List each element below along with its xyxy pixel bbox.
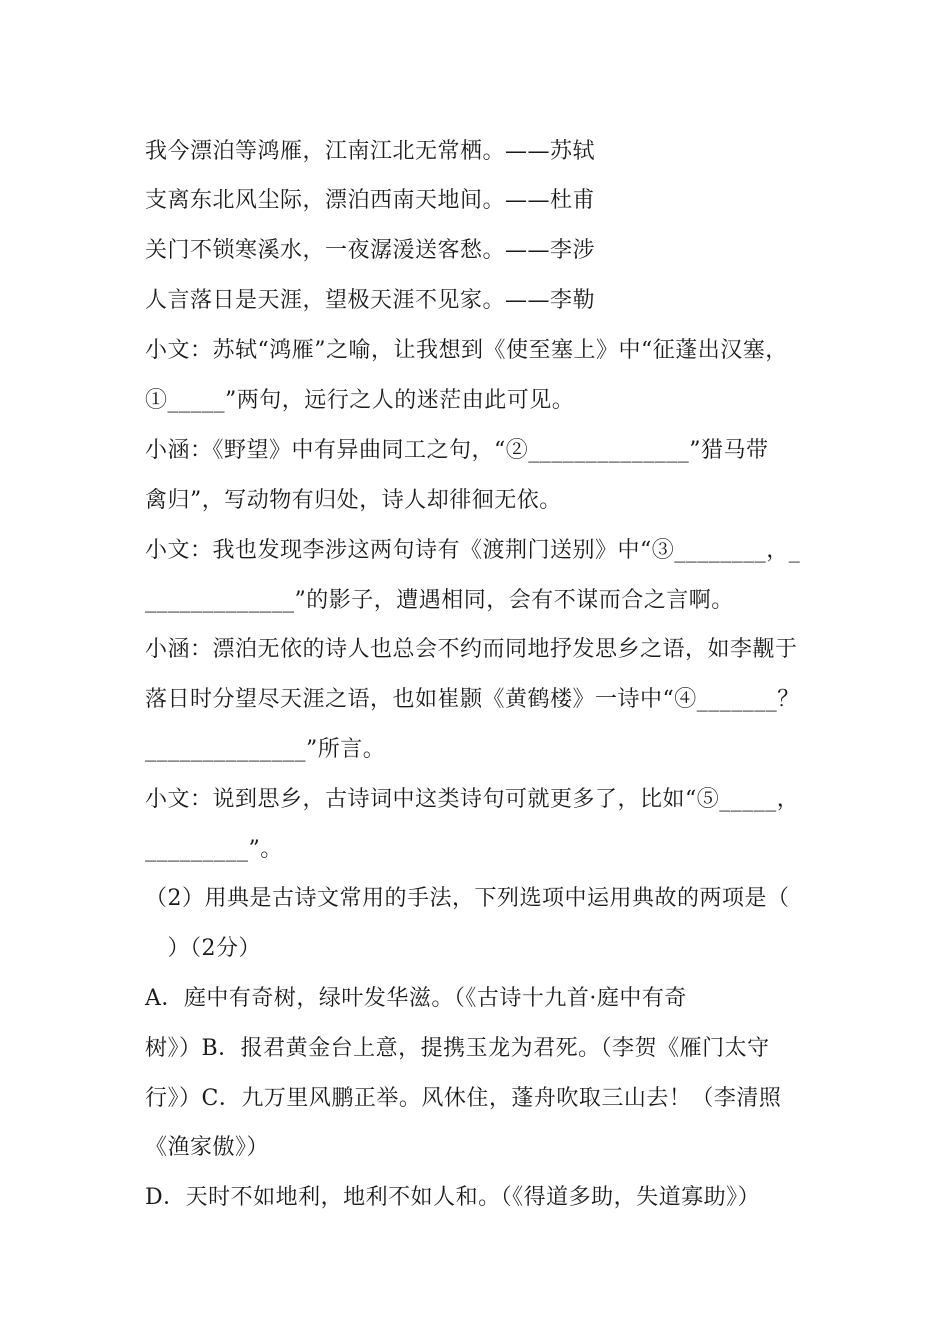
poem-line: 关门不锁寒溪水，一夜潺湲送客愁。——李涉 (145, 238, 596, 263)
dialogue-line: ______________”所言。 (145, 737, 386, 762)
option-line: 树》）B．报君黄金台上意，提携玉龙为君死。（李贺《雁门太守 (145, 1036, 770, 1061)
dialogue-line: 小涵：《野望》中有异曲同工之句，“②______________”猎马带 (145, 438, 769, 463)
dialogue-line: 小文：说到思乡，古诗词中这类诗句可就更多了，比如“⑤_____， (145, 787, 800, 812)
dialogue-line: 落日时分望尽天涯之语，也如崔颢《黄鹤楼》一诗中“④_______？ (145, 687, 800, 712)
dialogue-line: _____________”的影子，遭遇相同，会有不谋而合之言啊。 (145, 588, 734, 613)
dialogue-line: 小涵：漂泊无依的诗人也总会不约而同地抒发思乡之语，如李觏于 (145, 637, 798, 662)
question-stem: （2）用典是古诗文常用的手法，下列选项中运用典故的两项是（ (145, 886, 790, 911)
dialogue-line: 禽归”，写动物有归处，诗人却徘徊无依。 (145, 488, 562, 513)
dialogue-line: _________”。 (145, 837, 283, 862)
poem-line: 我今漂泊等鸿雁，江南江北无常栖。——苏轼 (145, 139, 596, 164)
poem-line: 支离东北风尘际，漂泊西南天地间。——杜甫 (145, 188, 596, 213)
dialogue-line: 小文：我也发现李涉这两句诗有《渡荆门送别》中“③________，_ (145, 538, 801, 563)
dialogue-line: 小文：苏轼“鸿雁”之喻，让我想到《使至塞上》中“征蓬出汉塞， (145, 338, 788, 363)
dialogue-line: ①_____”两句，远行之人的迷茫由此可见。 (145, 388, 575, 413)
option-line: 行》）C．九万里风鹏正举。风休住，蓬舟吹取三山去！（李清照 (145, 1086, 782, 1111)
question-stem-cont: ）（2分） (145, 936, 261, 961)
poem-line: 人言落日是天涯，望极天涯不见家。——李勒 (145, 288, 596, 313)
option-line: A．庭中有奇树，绿叶发华滋。（《古诗十九首·庭中有奇 (145, 986, 687, 1011)
option-line: D．天时不如地利，地利不如人和。（《得道多助，失道寡助》） (145, 1185, 761, 1210)
option-line: 《渔家傲》） (145, 1135, 270, 1160)
